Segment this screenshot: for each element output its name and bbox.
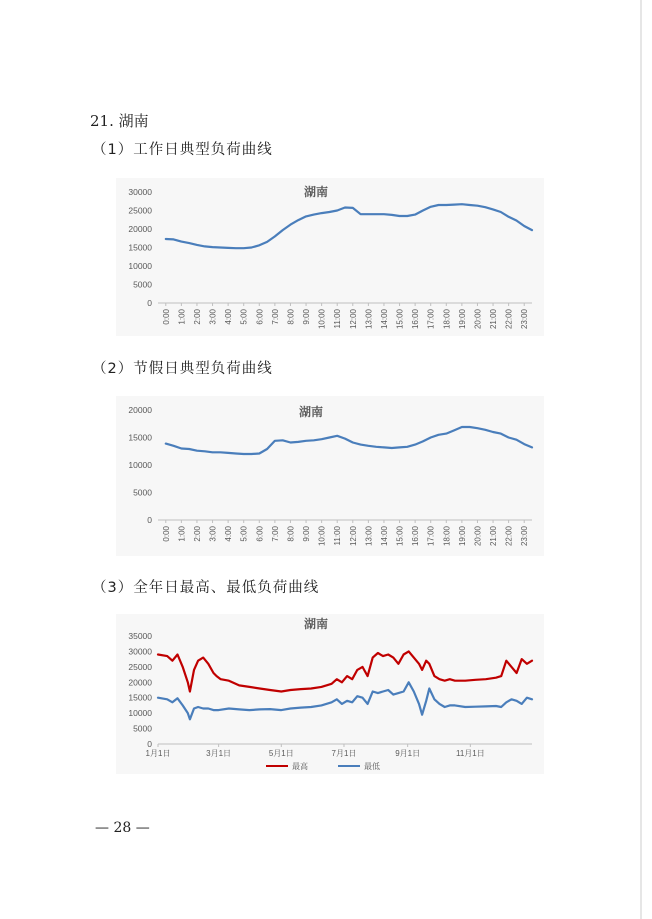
x-tick-label: 22:00 xyxy=(504,526,514,547)
x-tick-label: 4:00 xyxy=(224,526,234,542)
x-tick-label: 9月1日 xyxy=(395,749,421,758)
series-line-1 xyxy=(166,204,532,248)
series-line-2 xyxy=(158,682,532,719)
x-tick-label: 15:00 xyxy=(395,526,405,547)
y-tick-label: 30000 xyxy=(128,646,152,657)
x-tick-label: 7:00 xyxy=(270,526,280,542)
y-tick-label: 10000 xyxy=(128,261,152,271)
x-tick-label: 20:00 xyxy=(473,309,483,330)
x-tick-label: 5月1日 xyxy=(268,749,294,758)
x-tick-label: 12:00 xyxy=(348,526,358,547)
holiday-load-chart xyxy=(116,396,544,556)
x-tick-label: 17:00 xyxy=(426,309,436,330)
y-tick-label: 35000 xyxy=(128,631,152,641)
legend-label: 最低 xyxy=(364,762,380,771)
y-tick-label: 10000 xyxy=(128,708,152,719)
x-tick-label: 3:00 xyxy=(208,526,218,542)
x-tick-label: 7:00 xyxy=(270,309,280,325)
x-tick-label: 19:00 xyxy=(457,526,467,547)
x-tick-label: 11:00 xyxy=(333,526,343,546)
x-tick-label: 22:00 xyxy=(504,309,514,330)
y-tick-label: 20000 xyxy=(128,405,152,415)
x-tick-label: 13:00 xyxy=(364,526,374,547)
y-tick-label: 5000 xyxy=(133,723,152,734)
x-tick-label: 5:00 xyxy=(239,309,249,325)
y-tick-label: 20000 xyxy=(128,224,152,234)
x-tick-label: 16:00 xyxy=(411,309,421,330)
x-tick-label: 8:00 xyxy=(286,526,296,542)
x-tick-label: 5:00 xyxy=(239,526,249,542)
y-tick-label: 30000 xyxy=(128,187,152,197)
series-line-1 xyxy=(158,651,532,691)
x-tick-label: 11:00 xyxy=(333,309,343,329)
y-tick-label: 15000 xyxy=(128,432,152,443)
page-edge-shadow xyxy=(640,0,642,919)
subheading-holiday: （2）节假日典型负荷曲线 xyxy=(92,361,273,377)
y-tick-label: 0 xyxy=(147,298,152,308)
page-number: — 28 — xyxy=(95,820,150,836)
x-tick-label: 4:00 xyxy=(224,309,234,325)
y-tick-label: 25000 xyxy=(128,661,152,672)
x-tick-label: 17:00 xyxy=(426,526,436,547)
chart-title: 湖南 xyxy=(303,617,329,631)
x-tick-label: 18:00 xyxy=(442,309,452,330)
y-tick-label: 15000 xyxy=(128,692,152,703)
x-tick-label: 6:00 xyxy=(255,526,265,542)
y-tick-label: 20000 xyxy=(128,677,152,688)
x-tick-label: 1:00 xyxy=(177,526,187,542)
x-tick-label: 21:00 xyxy=(489,526,499,547)
x-tick-label: 12:00 xyxy=(348,309,358,330)
x-tick-label: 14:00 xyxy=(379,309,389,330)
y-tick-label: 0 xyxy=(147,515,152,525)
legend-label: 最高 xyxy=(292,762,308,771)
x-tick-label: 11月1日 xyxy=(455,749,485,758)
series-line-1 xyxy=(166,427,532,454)
y-tick-label: 25000 xyxy=(128,205,152,216)
y-tick-label: 15000 xyxy=(128,242,152,253)
x-tick-label: 3月1日 xyxy=(206,749,232,758)
x-tick-label: 1:00 xyxy=(177,309,187,325)
x-tick-label: 16:00 xyxy=(411,526,421,547)
x-tick-label: 0:00 xyxy=(161,309,171,325)
x-tick-label: 1月1日 xyxy=(145,749,171,758)
holiday-chart-svg xyxy=(116,396,544,556)
x-tick-label: 10:00 xyxy=(317,526,327,547)
x-tick-label: 13:00 xyxy=(364,309,374,330)
x-tick-label: 23:00 xyxy=(520,309,530,330)
x-tick-label: 21:00 xyxy=(489,309,499,330)
x-tick-label: 2:00 xyxy=(192,526,202,542)
x-tick-label: 18:00 xyxy=(442,526,452,547)
section-heading: 21. 湖南 xyxy=(90,112,149,130)
workday-load-chart xyxy=(116,178,544,336)
annual-max-min-load-chart xyxy=(116,614,544,774)
x-tick-label: 14:00 xyxy=(379,526,389,547)
y-tick-label: 5000 xyxy=(133,279,152,290)
chart-title: 湖南 xyxy=(303,185,329,199)
workday-chart-svg xyxy=(116,178,544,336)
x-tick-label: 7月1日 xyxy=(331,749,357,758)
x-tick-label: 9:00 xyxy=(302,309,312,325)
x-tick-label: 3:00 xyxy=(208,309,218,325)
x-tick-label: 6:00 xyxy=(255,309,265,325)
y-tick-label: 5000 xyxy=(133,487,152,498)
subheading-workday: （1）工作日典型负荷曲线 xyxy=(92,142,273,158)
y-tick-label: 0 xyxy=(147,739,152,749)
x-tick-label: 23:00 xyxy=(520,526,530,547)
x-tick-label: 8:00 xyxy=(286,309,296,325)
x-tick-label: 15:00 xyxy=(395,309,405,330)
x-tick-label: 0:00 xyxy=(161,526,171,542)
x-tick-label: 2:00 xyxy=(192,309,202,325)
subheading-annual: （3）全年日最高、最低负荷曲线 xyxy=(92,580,320,596)
chart-title: 湖南 xyxy=(298,405,324,419)
x-tick-label: 19:00 xyxy=(457,309,467,330)
x-tick-label: 10:00 xyxy=(317,309,327,330)
y-tick-label: 10000 xyxy=(128,460,152,470)
x-tick-label: 9:00 xyxy=(302,526,312,542)
x-tick-label: 20:00 xyxy=(473,526,483,547)
annual-chart-svg xyxy=(116,614,544,774)
